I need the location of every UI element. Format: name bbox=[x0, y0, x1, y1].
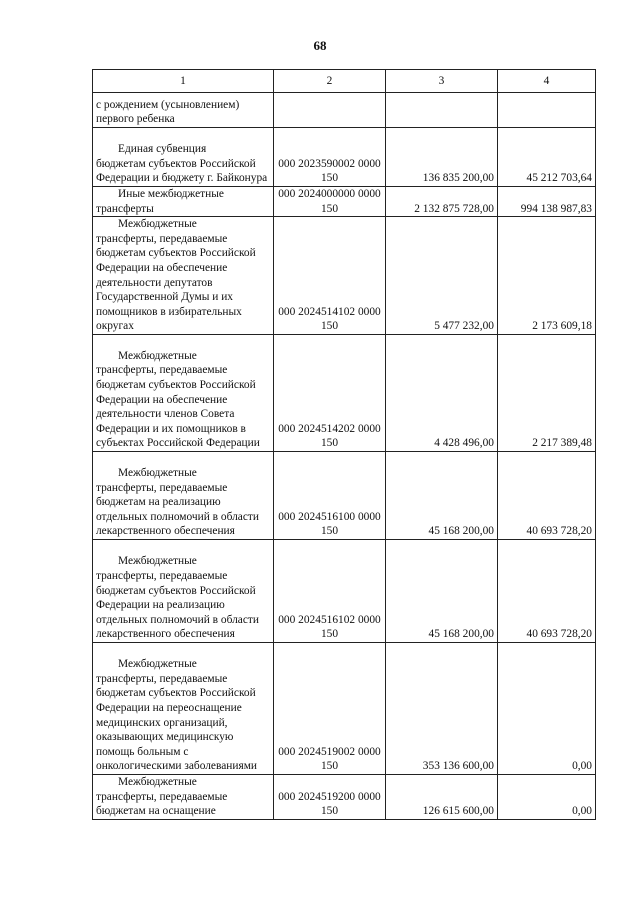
row-code: 000 2024000000 0000 150 bbox=[274, 187, 386, 217]
budget-table bbox=[92, 69, 596, 820]
column-header-1: 1 bbox=[93, 70, 274, 93]
column-header-3: 3 bbox=[386, 70, 498, 93]
row-name bbox=[93, 187, 274, 217]
column-header-4: 4 bbox=[498, 70, 596, 93]
row-amount-actual: 0,00 bbox=[498, 774, 596, 819]
row-amount-plan: 5 477 232,00 bbox=[386, 217, 498, 335]
row-name bbox=[93, 334, 274, 451]
row-amount-plan: 45 168 200,00 bbox=[386, 451, 498, 539]
row-amount-actual bbox=[498, 93, 596, 128]
row-name bbox=[93, 93, 274, 128]
row-code: 000 2024514102 0000 150 bbox=[274, 217, 386, 335]
row-amount-plan: 2 132 875 728,00 bbox=[386, 187, 498, 217]
table-row bbox=[93, 187, 596, 217]
row-amount-plan: 4 428 496,00 bbox=[386, 334, 498, 451]
row-amount-plan: 353 136 600,00 bbox=[386, 642, 498, 774]
table-row bbox=[93, 93, 596, 128]
row-name-rest: бюджетам субъектов Российской Федерации и бюджету г. Байконура bbox=[96, 157, 268, 185]
row-amount-actual: 0,00 bbox=[498, 642, 596, 774]
row-amount-plan: 45 168 200,00 bbox=[386, 539, 498, 642]
row-name-first: Межбюджетные bbox=[118, 466, 197, 479]
row-name-rest: трансферты, передаваемые бюджетам субъектов Российской Федерации на переоснащение медицинских организаций, оказывающих медицинскую помощь больным с онкологическими заболеваниями bbox=[96, 672, 257, 773]
row-amount-actual: 994 138 987,83 bbox=[498, 187, 596, 217]
row-name-first: Межбюджетные bbox=[118, 776, 197, 789]
row-name-first: Межбюджетные bbox=[118, 218, 197, 231]
row-code: 000 2024514202 0000 150 bbox=[274, 334, 386, 451]
column-header-2: 2 bbox=[274, 70, 386, 93]
table-row bbox=[93, 451, 596, 539]
row-name bbox=[93, 217, 274, 335]
row-amount-plan bbox=[386, 93, 498, 128]
table-header-row bbox=[93, 70, 596, 93]
row-name-rest: трансферты, передаваемые бюджетам субъектов Российской Федерации на обеспечение деятельности членов Совета Федерации и их помощников в субъектах Российской Федерации bbox=[96, 364, 260, 450]
row-code: 000 2024519002 0000 150 bbox=[274, 642, 386, 774]
row-amount-actual: 40 693 728,20 bbox=[498, 451, 596, 539]
table-row bbox=[93, 642, 596, 774]
row-name-first: Иные межбюджетные bbox=[118, 188, 224, 200]
row-name-rest: трансферты bbox=[96, 202, 154, 215]
row-name bbox=[93, 451, 274, 539]
table-row bbox=[93, 334, 596, 451]
row-amount-plan: 126 615 600,00 bbox=[386, 774, 498, 819]
table-row bbox=[93, 217, 596, 335]
row-name-first: Единая субвенция bbox=[118, 143, 207, 156]
row-code: 000 2023590002 0000 150 bbox=[274, 128, 386, 187]
row-name bbox=[93, 539, 274, 642]
row-code: 000 2024516100 0000 150 bbox=[274, 451, 386, 539]
row-name-rest: трансферты, передаваемые бюджетам субъектов Российской Федерации на обеспечение деятельности депутатов Государственной Думы и их помощников в избирательных округах bbox=[96, 232, 256, 333]
row-amount-actual: 45 212 703,64 bbox=[498, 128, 596, 187]
row-amount-actual: 2 217 389,48 bbox=[498, 334, 596, 451]
row-code: 000 2024519200 0000 150 bbox=[274, 774, 386, 819]
row-name-rest: с рождением (усыновлением) первого ребенка bbox=[96, 98, 240, 126]
table-row bbox=[93, 539, 596, 642]
row-name-rest: трансферты, передаваемые бюджетам на реализацию отдельных полномочий в области лекарственного обеспечения bbox=[96, 481, 259, 538]
row-name bbox=[93, 774, 274, 819]
row-amount-actual: 2 173 609,18 bbox=[498, 217, 596, 335]
row-name-rest: трансферты, передаваемые бюджетам на оснащение bbox=[96, 790, 228, 818]
row-amount-actual: 40 693 728,20 bbox=[498, 539, 596, 642]
row-name-rest: трансферты, передаваемые бюджетам субъектов Российской Федерации на реализацию отдельных полномочий в области лекарственного обеспечения bbox=[96, 569, 259, 641]
row-name bbox=[93, 128, 274, 187]
row-name-first: Межбюджетные bbox=[118, 349, 197, 362]
page-number: 68 bbox=[313, 38, 327, 53]
row-code: 000 2024516102 0000 150 bbox=[274, 539, 386, 642]
row-name-first: Межбюджетные bbox=[118, 658, 197, 671]
table-row bbox=[93, 128, 596, 187]
row-name-first: Межбюджетные bbox=[118, 555, 197, 568]
table-row bbox=[93, 774, 596, 819]
row-name bbox=[93, 642, 274, 774]
row-amount-plan: 136 835 200,00 bbox=[386, 128, 498, 187]
row-code bbox=[274, 93, 386, 128]
